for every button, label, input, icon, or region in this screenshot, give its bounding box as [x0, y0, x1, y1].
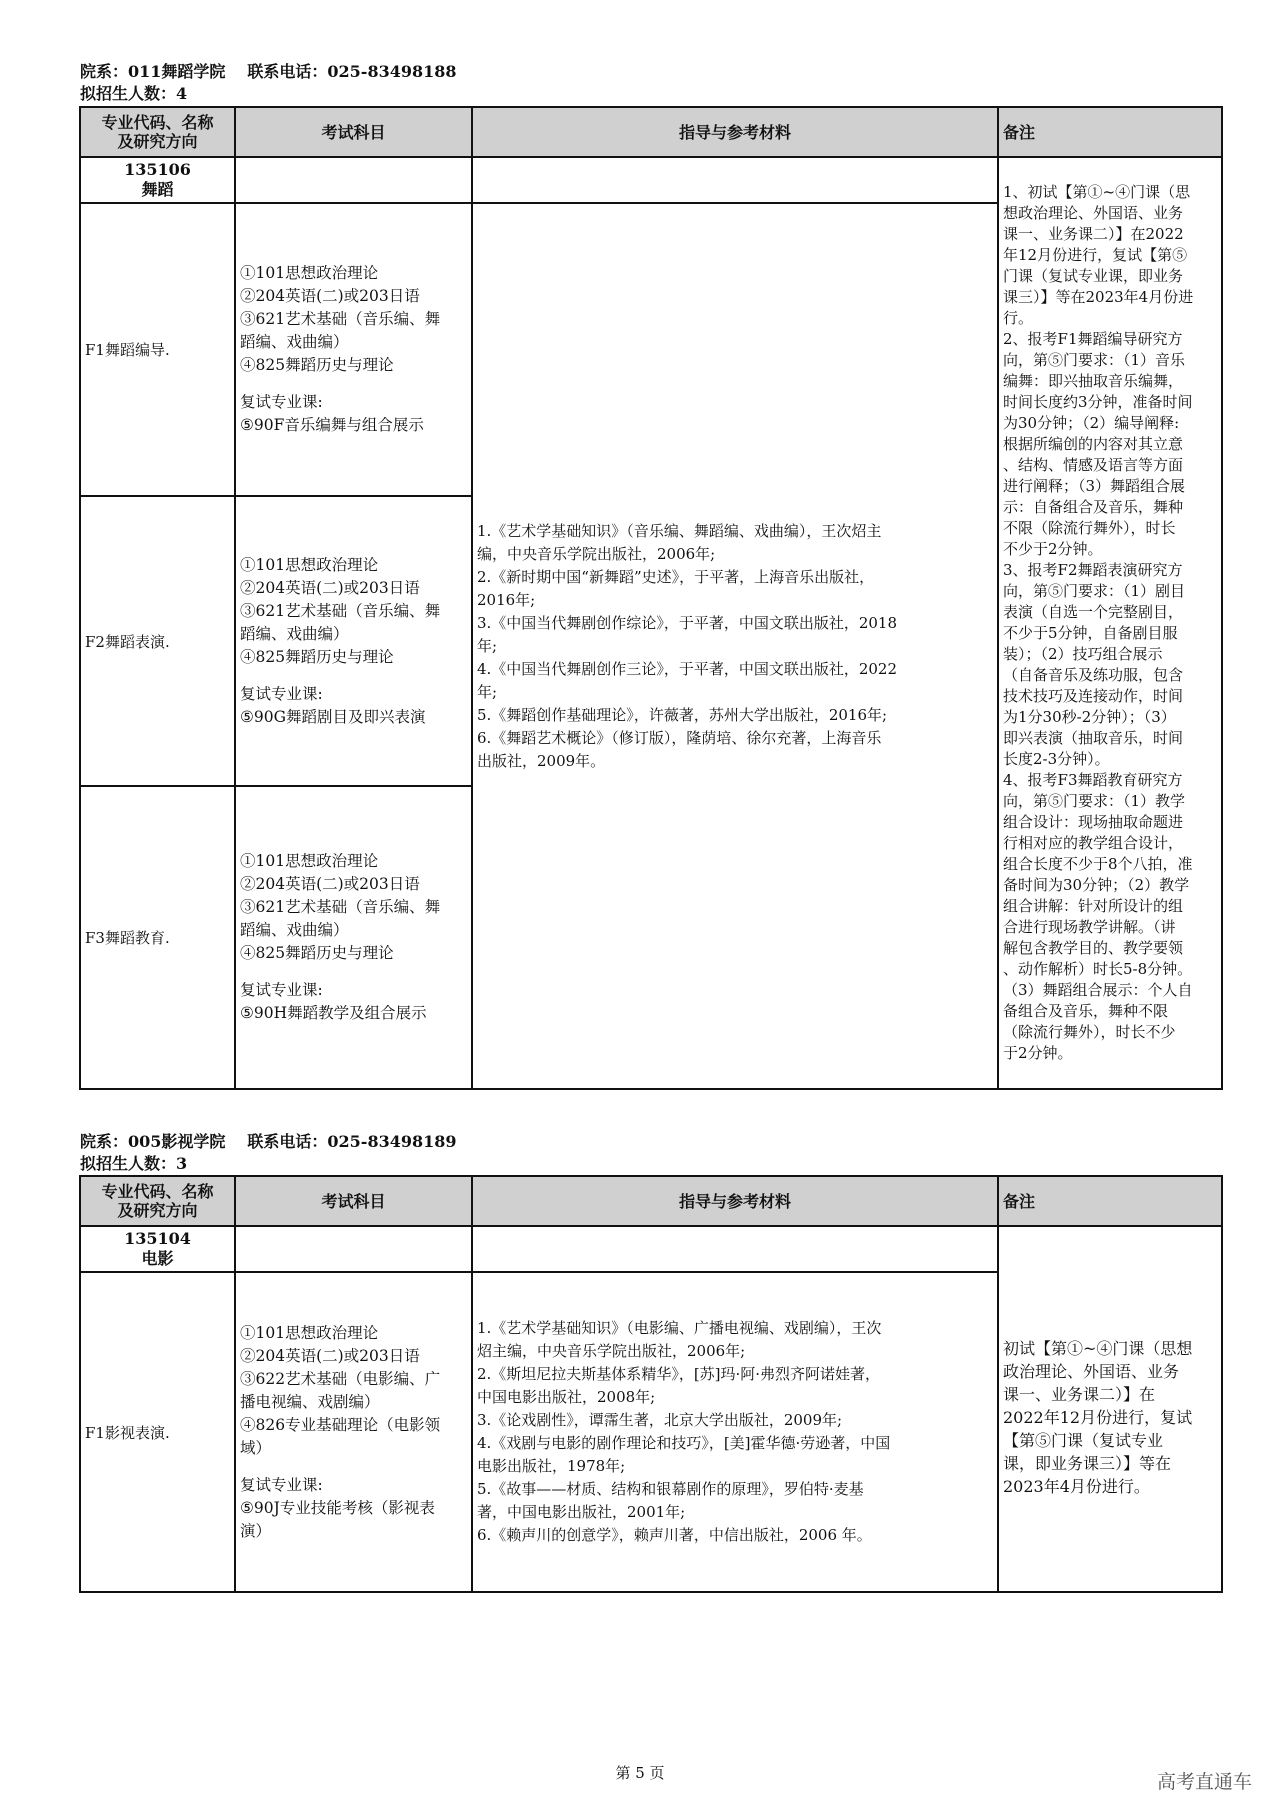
section1-table — [79, 106, 1223, 1090]
empty-cell — [235, 157, 472, 203]
notes-cell: 初试【第①~④门课（思想 政治理论、外国语、业务 课一、业务课二）】在 2022年12月份进行，复试 【第⑤门课（复试专业 课，即业务课三）】等在 2023年4月份进行。 — [998, 1226, 1222, 1592]
subjects-cell: ①101思想政治理论 ②204英语(二)或203日语 ③621艺术基础（音乐编、舞 蹈编、戏曲编） ④825舞蹈历史与理论 复试专业课: ⑤90H舞蹈教学及组合展示 — [235, 786, 472, 1089]
subjects-cell: ①101思想政治理论 ②204英语(二)或203日语 ③621艺术基础（音乐编、舞 蹈编、戏曲编） ④825舞蹈历史与理论 复试专业课: ⑤90G舞蹈剧目及即兴表演 — [235, 496, 472, 786]
section1-code-row — [80, 157, 1222, 203]
direction-cell: F3舞蹈教育. — [80, 786, 235, 1089]
watermark-brand: 高考直通车 — [1156, 1771, 1252, 1793]
section2-table — [79, 1175, 1223, 1593]
section2-phone: 联系电话：025-83498189 — [247, 1132, 457, 1151]
references-cell: 1.《艺术学基础知识》（电影编、广播电视编、戏剧编），王次 炤主编，中央音乐学院出版社，2006年; 2.《斯坦尼拉夫斯基体系精华》，[苏]玛·阿·弗烈齐阿诺娃著， 中国电影出版社，2008年; 3.《论戏剧性》，谭霈生著，北京大学出版社，2009年; 4.《戏剧与电影的剧作理论和技巧》，[美]霍华德·劳逊著，中国 电影出版社，1978年; 5.《故事——材质、结构和银幕剧作的原理》，罗伯特·麦基 著，中国电影出版社，2001年; 6.《赖声川的创意学》，赖声川著，中信出版社，2006 年。 — [472, 1272, 998, 1592]
notes-cell: 1、初试【第①~④门课（思 想政治理论、外国语、业务 课一、业务课二）】在2022 年12月份进行，复试【第⑤ 门课（复试专业课，即业务 课三）】等在2023年4月份进 行。 2、报考F1舞蹈编导研究方 向，第⑤门要求：（1）音乐 编舞：即兴抽取音乐编舞， 时间长度约3分钟，准备时间 为30分钟；（2）编导阐释: 根据所编创的内容对其立意 、结构、情感及语言等方面 进行阐释；（3）舞蹈组合展 示：自备组合及音乐，舞种 不限（除流行舞外），时长 不少于2分钟。 3、报考F2舞蹈表演研究方 向，第⑤门要求：（1）剧目 表演（自选一个完整剧目， 不少于5分钟，自备剧目服 装）；（2）技巧组合展示 （自备音乐及练功服，包含 技术技巧及连接动作，时间 为1分30秒-2分钟）；（3） 即兴表演（抽取音乐，时间 长度2-3分钟）。 4、报考F3舞蹈教育研究方 向，第⑤门要求：（1）教学 组合设计：现场抽取命题进 行相对应的教学组合设计， 组合长度不少于8个八拍，准 备时间为30分钟；（2）教学 组合讲解：针对所设计的组 合进行现场教学讲解。（讲 解包含教学目的、教学要领 、动作解析）时长5-8分钟。 （3）舞蹈组合展示：个人自 备组合及音乐，舞种不限 （除流行舞外），时长不少 于2分钟。 — [998, 157, 1222, 1089]
header-code-direction: 专业代码、名称 及研究方向 — [80, 1176, 235, 1226]
section1-header — [80, 61, 457, 83]
subjects-cell: ①101思想政治理论 ②204英语(二)或203日语 ③622艺术基础（电影编、广 播电视编、戏剧编） ④826专业基础理论（电影领 域） 复试专业课: ⑤90J专业技能考核（影视表 演） — [235, 1272, 472, 1592]
direction-cell: F1舞蹈编导. — [80, 203, 235, 496]
empty-cell — [472, 157, 998, 203]
section2-quota: 拟招生人数：3 — [80, 1154, 188, 1173]
section1-phone: 联系电话：025-83498188 — [247, 62, 457, 81]
empty-cell — [235, 1226, 472, 1272]
header-references: 指导与参考材料 — [472, 107, 998, 157]
section2-header-row — [80, 1176, 1222, 1226]
subjects-cell: ①101思想政治理论 ②204英语(二)或203日语 ③621艺术基础（音乐编、舞 蹈编、戏曲编） ④825舞蹈历史与理论 复试专业课: ⑤90F音乐编舞与组合展示 — [235, 203, 472, 496]
header-notes: 备注 — [998, 1176, 1222, 1226]
section1-quota: 拟招生人数：4 — [80, 84, 188, 103]
header-references: 指导与参考材料 — [472, 1176, 998, 1226]
major-code-cell: 135104 电影 — [80, 1226, 235, 1272]
page-number: 第 5 页 — [615, 1764, 665, 1782]
section2-code-row — [80, 1226, 1222, 1272]
header-notes: 备注 — [998, 107, 1222, 157]
empty-cell — [472, 1226, 998, 1272]
header-subjects: 考试科目 — [235, 1176, 472, 1226]
section1-dept: 院系：011舞蹈学院 — [80, 62, 226, 81]
section1-header-row — [80, 107, 1222, 157]
section2-dept: 院系：005影视学院 — [80, 1132, 226, 1151]
references-cell: 1.《艺术学基础知识》（音乐编、舞蹈编、戏曲编），王次炤主 编，中央音乐学院出版社，2006年; 2.《新时期中国“新舞蹈”史述》，于平著，上海音乐出版社， 2016年; 3.《中国当代舞剧创作综论》，于平著，中国文联出版社，2018 年; 4.《中国当代舞剧创作三论》，于平著，中国文联出版社，2022 年; 5.《舞蹈创作基础理论》，许薇著，苏州大学出版社，2016年; 6.《舞蹈艺术概论》（修订版），隆荫培、徐尔充著，上海音乐 出版社，2009年。 — [472, 203, 998, 1089]
header-code-direction: 专业代码、名称 及研究方向 — [80, 107, 235, 157]
direction-cell: F1影视表演. — [80, 1272, 235, 1592]
direction-cell: F2舞蹈表演. — [80, 496, 235, 786]
section2-header — [80, 1131, 457, 1153]
major-code-cell: 135106 舞蹈 — [80, 157, 235, 203]
header-subjects: 考试科目 — [235, 107, 472, 157]
